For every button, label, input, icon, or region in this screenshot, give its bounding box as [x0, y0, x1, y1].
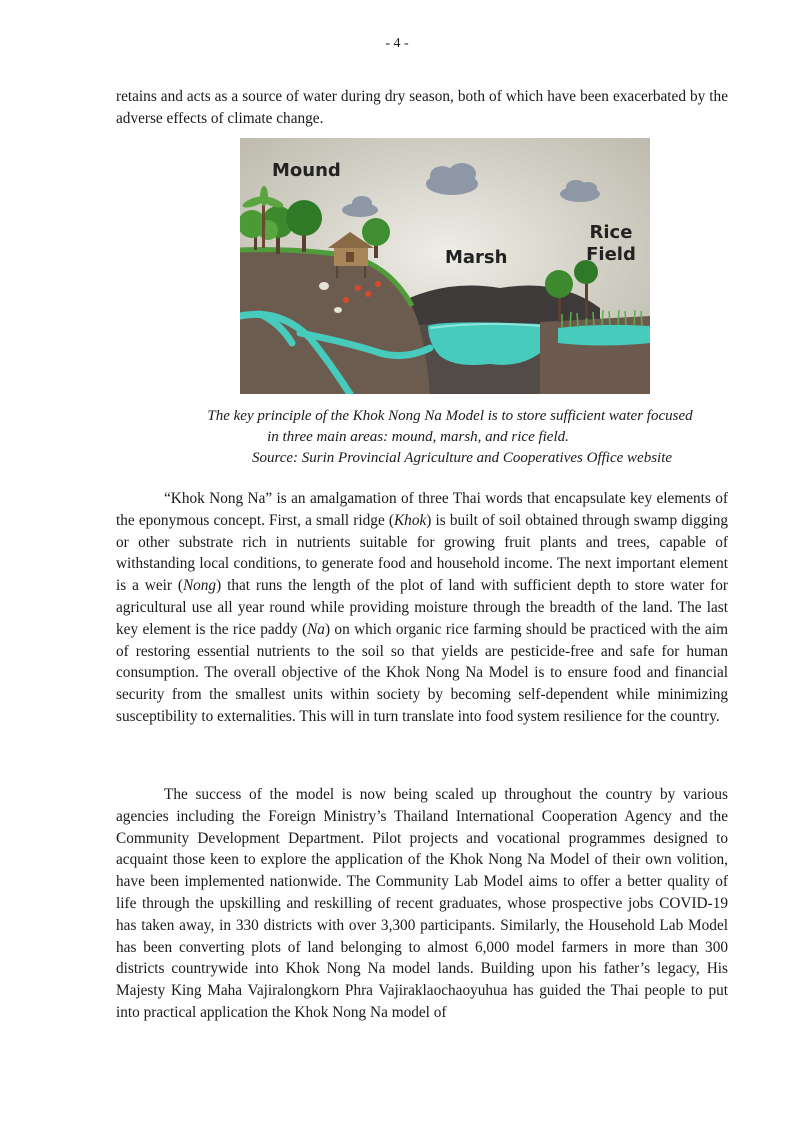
- rice-field-water: [558, 325, 650, 346]
- intro-paragraph: retains and acts as a source of water during dry season, both of which have been exacerbated by the adverse effects of climate change.: [116, 88, 728, 127]
- label-rice-line2: Field: [586, 244, 636, 265]
- khok-nong-na-illustration: [240, 138, 650, 394]
- label-rice-field: [580, 222, 642, 266]
- caption-source: Source: Surin Provincial Agriculture and Cooperatives Office website: [251, 450, 673, 466]
- marsh-pond: [428, 322, 546, 365]
- label-mound: Mound: [272, 160, 341, 181]
- body-paragraph: The success of the model is now being scaled up throughout the country by various agencies including the Foreign Ministry’s Thailand International Cooperation Agency and the Community Development Department. Pilot projects and vocational programmes designed to acquaint those keen to explore the application of the Khok Nong Na Model of their own volition, have been implemented nationwide. The Community Lab Model aims to offer a better quality of life through the upskilling and reskilling of recent graduates, whose prospective jobs COVID-19 has taken away, in 330 districts with over 3,300 participants. Similarly, the Household Lab Model has been converting plots of land belonging to almost 6,000 model farmers in more than 300 districts countrywide into Khok Nong Na model lands. Building upon his father’s legacy, His Majesty King Maha Vajiralongkorn Phra Vajiraklaochaoyuhua has guided the Thai people to put into practical application the Khok Nong Na model of: [116, 786, 728, 1021]
- figure-caption: [140, 406, 740, 469]
- page-number: - 4 -: [385, 36, 409, 51]
- body-paragraph: “Khok Nong Na” is an amalgamation of three Thai words that encapsulate key elements of the eponymous concept. First, a small ridge (Khok) is built of soil obtained through swamp digging or other substrate rich in nutrients suitable for growing fruit plants and trees, capable of withstanding local conditions, to generate food and household income. The next important element is a weir (Nong) that runs the length of the plot of land with sufficient depth to store water for agricultural use all year round while providing moisture through the breadth of the land. The last key element is the rice paddy (Na) on which organic rice farming should be practiced with the aim of restoring essential nutrients to the soil so that yields are pesticide-free and safe for human consumption. The overall objective of the Khok Nong Na Model is to ensure food and financial security from the smallest units within society by becoming self-dependent while minimizing susceptibility to externalities. This will in turn translate into food system resilience for the country.: [116, 490, 728, 725]
- label-rice-line1: Rice: [589, 222, 633, 243]
- caption-line-2: in three main areas: mound, marsh, and rice field.: [267, 429, 569, 445]
- caption-line-1: The key principle of the Khok Nong Na Model is to store sufficient water focused: [207, 408, 693, 424]
- label-marsh: Marsh: [445, 247, 508, 268]
